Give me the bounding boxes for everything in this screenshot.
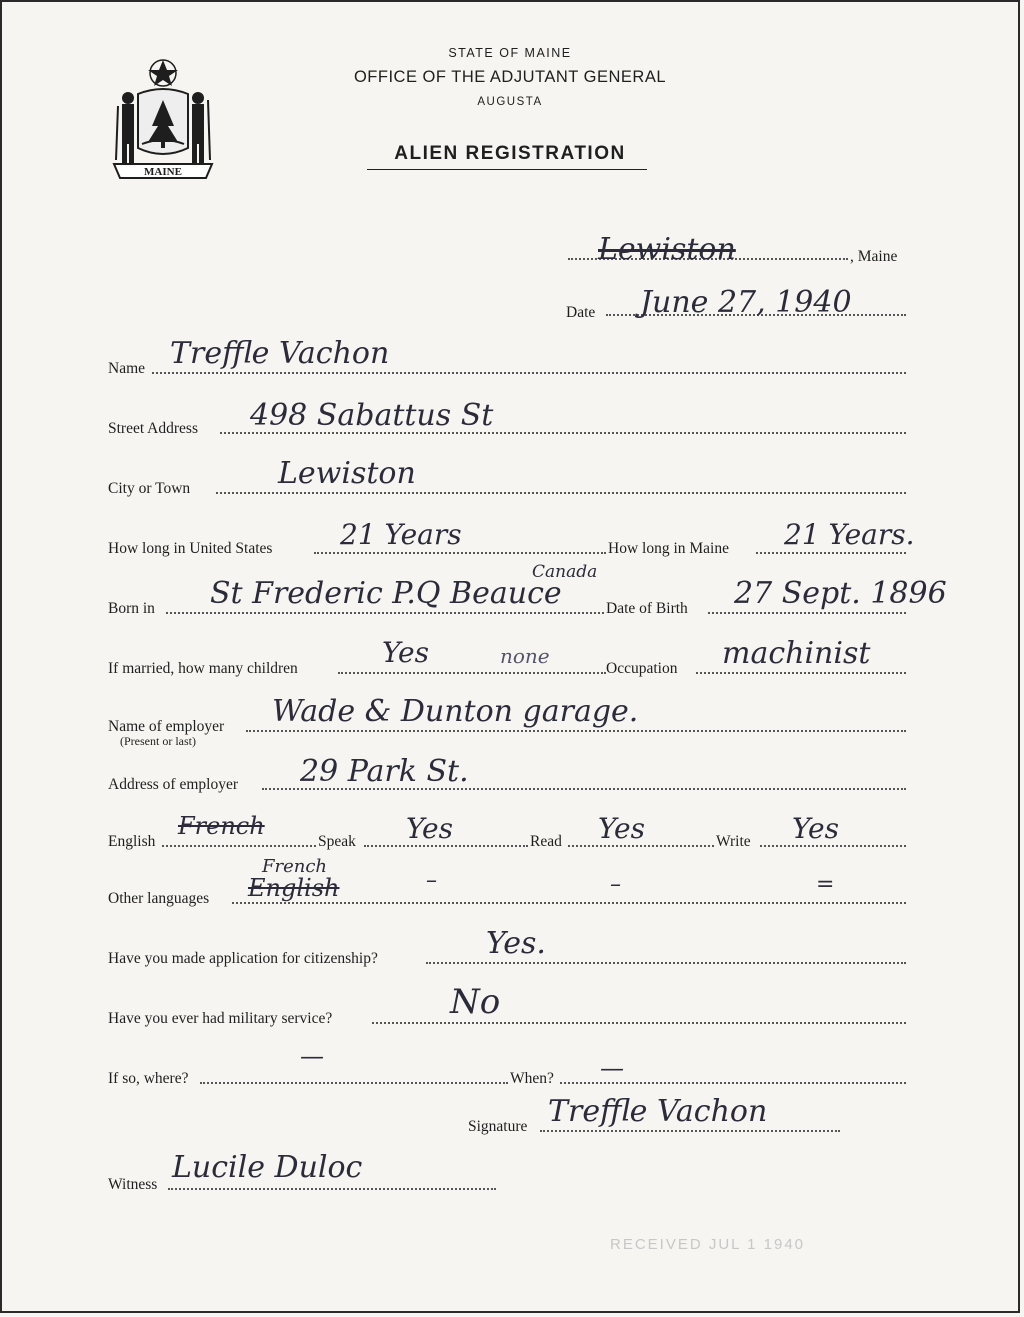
other-read-entry: – [610, 872, 621, 897]
header-city: AUGUSTA [477, 96, 543, 108]
employer-address-entry: 29 Park St. [300, 754, 469, 789]
married-label: If married, how many children [108, 660, 298, 677]
citizenship-label: Have you made application for citizenship? [108, 950, 378, 967]
read-entry: Yes [598, 812, 645, 845]
title-underline [367, 169, 647, 170]
speak-line [364, 845, 528, 847]
header-state: STATE OF MAINE [448, 46, 572, 60]
employer-line [246, 730, 906, 732]
maine-label: , Maine [850, 248, 898, 265]
occupation-line [696, 672, 906, 674]
read-line [568, 845, 714, 847]
other-write-entry: = [816, 872, 835, 897]
born-in-entry: St Frederic P.Q Beauce [210, 576, 562, 611]
when-label: When? [510, 1070, 554, 1087]
military-label: Have you ever had military service? [108, 1010, 333, 1027]
write-label: Write [716, 833, 751, 850]
seal-banner-text: MAINE [144, 166, 182, 178]
signature-label: Signature [468, 1118, 528, 1135]
form-title: ALIEN REGISTRATION [394, 143, 626, 164]
english-label: English [108, 833, 156, 850]
employer-label: Name of employer [108, 718, 225, 735]
married-line [338, 672, 606, 674]
write-entry: Yes [792, 812, 839, 845]
city-entry: Lewiston [278, 456, 416, 491]
name-label: Name [108, 360, 146, 377]
how-long-maine-entry: 21 Years. [784, 518, 915, 551]
speak-entry: Yes [406, 812, 453, 845]
signature-entry: Treffle Vachon [548, 1094, 768, 1129]
read-label: Read [530, 833, 562, 850]
how-long-maine-label: How long in Maine [608, 540, 729, 557]
dob-entry: 27 Sept. 1896 [734, 576, 947, 611]
dob-line [708, 612, 906, 614]
occupation-label: Occupation [606, 660, 678, 677]
when-entry: — [600, 1054, 624, 1082]
other-languages-label: Other languages [108, 890, 210, 907]
english-line [162, 845, 316, 847]
where-line [200, 1082, 508, 1084]
name-line [152, 372, 906, 374]
street-entry: 498 Sabattus St [250, 398, 494, 433]
employer-address-label: Address of employer [108, 776, 238, 793]
english-struck-entry: French [178, 812, 265, 840]
maine-state-seal [108, 56, 218, 181]
witness-label: Witness [108, 1176, 158, 1193]
military-line [372, 1022, 906, 1024]
employer-entry: Wade & Dunton garage. [272, 694, 639, 729]
children-entry: none [500, 644, 550, 668]
other-languages-line [232, 902, 906, 904]
other-lang-top-entry: French [262, 856, 328, 877]
witness-entry: Lucile Duloc [172, 1150, 363, 1185]
occupation-entry: machinist [722, 636, 871, 671]
date-entry: June 27, 1940 [640, 285, 852, 320]
born-in-line [166, 612, 604, 614]
born-in-label: Born in [108, 600, 155, 617]
other-speak-entry: – [426, 868, 437, 893]
how-long-maine-line [756, 552, 906, 554]
place-entry: Lewiston [598, 232, 736, 267]
how-long-us-line [314, 552, 606, 554]
date-label: Date [566, 304, 596, 321]
write-line [760, 845, 906, 847]
how-long-us-label: How long in United States [108, 540, 273, 557]
witness-line [168, 1188, 496, 1190]
citizenship-line [426, 962, 906, 964]
city-label: City or Town [108, 480, 191, 497]
speak-label: Speak [318, 833, 356, 850]
other-lang-struck-entry: English [248, 874, 340, 902]
employer-sublabel: (Present or last) [120, 734, 196, 748]
where-label: If so, where? [108, 1070, 189, 1087]
header-office: OFFICE OF THE ADJUTANT GENERAL [353, 68, 667, 86]
street-label: Street Address [108, 420, 198, 437]
dob-label: Date of Birth [606, 600, 688, 617]
citizenship-entry: Yes. [486, 926, 546, 961]
signature-line [540, 1130, 840, 1132]
name-entry: Treffle Vachon [170, 336, 390, 371]
received-stamp: RECEIVED JUL 1 1940 [610, 1236, 806, 1253]
when-line [560, 1082, 906, 1084]
where-entry: — [300, 1042, 324, 1070]
married-entry: Yes [382, 636, 429, 669]
city-line [216, 492, 906, 494]
military-entry: No [450, 982, 501, 1022]
how-long-us-entry: 21 Years [340, 518, 462, 551]
born-country-entry: Canada [532, 562, 598, 582]
